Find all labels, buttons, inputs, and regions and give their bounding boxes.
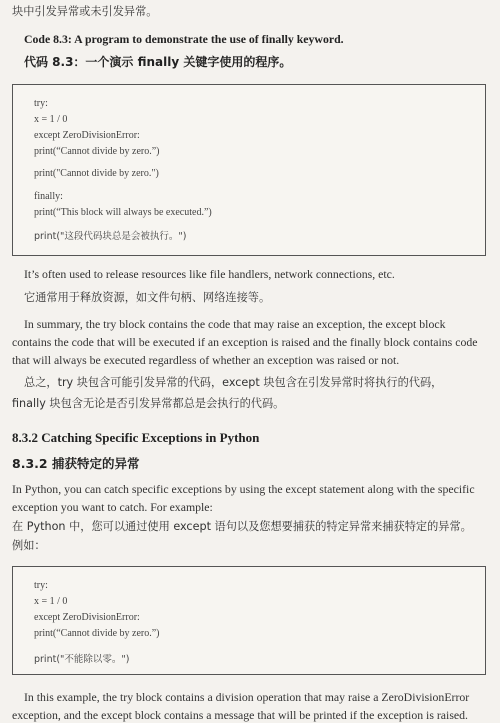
paragraph-line: finally 块包含无论是否引发异常都总是会执行的代码。 (12, 397, 285, 410)
code-line: except ZeroDivisionError: (34, 130, 140, 141)
section-heading-en: 8.3.2 Catching Specific Exceptions in Python (12, 430, 260, 445)
code-block-2 (12, 566, 486, 675)
paragraph-1-en: It’s often used to release resources like file handlers, network connections, etc. (24, 267, 395, 281)
paragraph-line: 例如： (12, 539, 46, 552)
paragraph-line: In summary, the try block contains the code that may raise an exception, the except block (24, 317, 446, 331)
code-caption-en: Code 8.3: A program to demonstrate the use of finally keyword. (24, 32, 344, 46)
code-line: print(“Cannot divide by zero.”) (34, 628, 160, 639)
paragraph-line: In this example, the try block contains a division operation that may raise a ZeroDivisionError (24, 690, 470, 704)
paragraph-2-cn (12, 374, 488, 413)
code-block-1 (12, 84, 486, 256)
code-line: print("这段代码块总是会被执行。") (34, 231, 187, 242)
paragraph-3-cn (12, 518, 488, 555)
code-line: x = 1 / 0 (34, 596, 68, 607)
code-line: finally: (34, 191, 63, 202)
paragraph-3-en (12, 481, 488, 515)
paragraph-line: In Python, you can catch specific exceptions by using the except statement along with the specific (12, 482, 475, 496)
paragraph-line: 总之，try 块包含可能引发异常的代码，except 块包含在引发异常时将执行的代码， (24, 376, 443, 389)
code-line: print(“This block will always be executed.”) (34, 207, 212, 218)
code-line: try: (34, 580, 48, 591)
paragraph-line: exception you want to catch. For example: (12, 500, 213, 514)
code-line: print(“Cannot divide by zero.”) (34, 146, 160, 157)
paragraph-2-en (12, 316, 488, 368)
code-line: x = 1 / 0 (34, 114, 68, 125)
paragraph-4-en (12, 689, 488, 723)
top-line: 块中引发异常或未引发异常。 (12, 5, 158, 18)
code-line: except ZeroDivisionError: (34, 612, 140, 623)
code-line: print("不能除以零。") (34, 654, 130, 665)
section-heading-cn: 8.3.2 捕获特定的异常 (12, 456, 140, 471)
paragraph-line: 在 Python 中，您可以通过使用 except 语句以及您想要捕获的特定异常来捕获特定的异常。 (12, 520, 472, 533)
code-line: print("Cannot divide by zero.") (34, 168, 159, 179)
paragraph-line: that will always be executed regardless of whether an exception was raised or not. (12, 353, 400, 367)
code-caption-cn: 代码 8.3：一个演示 finally 关键字使用的程序。 (24, 55, 292, 69)
code-line: try: (34, 98, 48, 109)
paragraph-line: contains the code that will be executed if an exception is raised and the finally block contains code (12, 335, 478, 349)
paragraph-1-cn: 它通常用于释放资源，如文件句柄、网络连接等。 (24, 291, 271, 304)
paragraph-line: exception, and the except block contains a message that will be printed if the exception is raised. (12, 708, 468, 722)
